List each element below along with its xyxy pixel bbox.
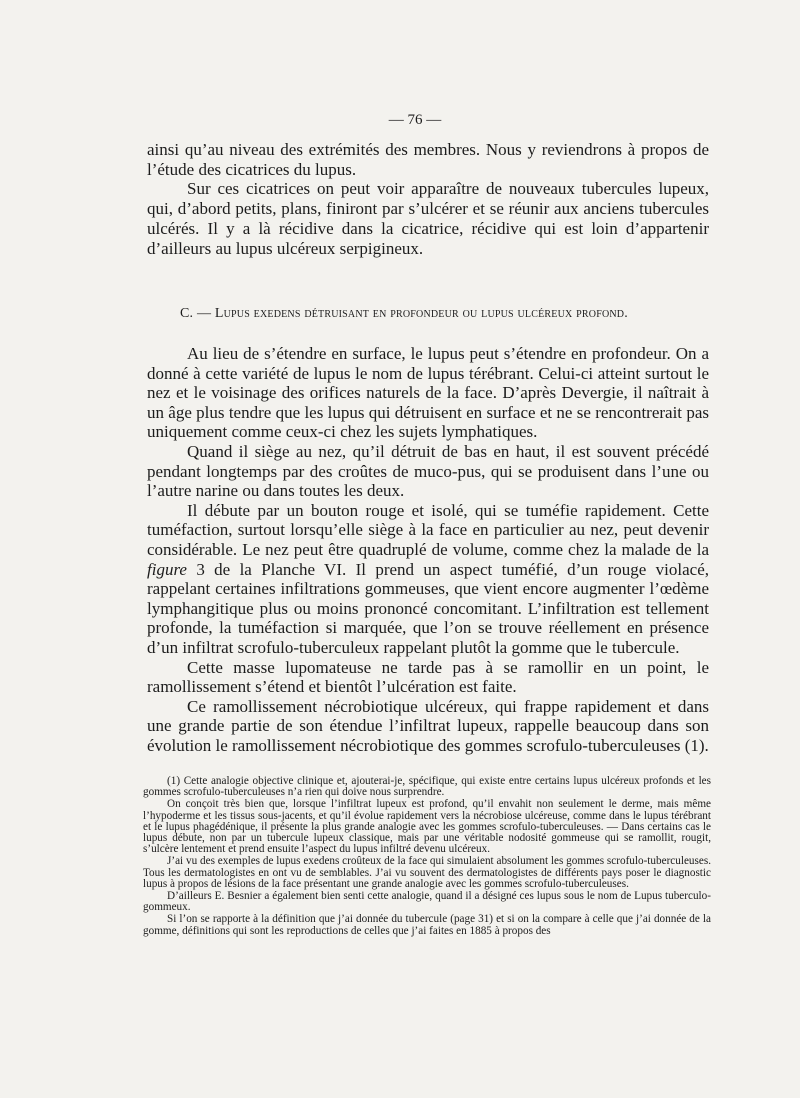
- figure-reference: figure: [147, 559, 187, 579]
- paragraph-part: 3 de la Planche VI. Il prend un aspect tuméfié, d’un rouge violacé, rappelant certaines infiltrations gommeuses, que vient encore augmenter l’œdème lymphangitique plus ou moins prononcé concomitant. L’infiltration est tellement profonde, la tuméfaction si marquée, que l’on se trouve réellement en présence d’un infiltrat scrofulo-tuberculeux rappelant plutôt la gomme que le tubercule.: [147, 559, 709, 657]
- page-number: — 76 —: [388, 112, 442, 128]
- paragraph: Cette masse lupomateuse ne tarde pas à se ramollir en un point, le ramollissement s’étend et bientôt l’ulcération est faite.: [147, 657, 709, 697]
- footnote-separator: [350, 763, 470, 764]
- section-text: [147, 344, 709, 755]
- footnotes: [143, 776, 711, 938]
- paragraph-figure-reference: [147, 501, 709, 658]
- paragraph-part: Il débute par un bouton rouge et isolé, qui se tuméfie rapidement. Cette tuméfaction, surtout lorsqu’elle siège à la face en particulier au nez, peut devenir considérable. Le nez peut être quadruplé de volume, comme chez la malade de la: [147, 500, 709, 559]
- paragraph: Au lieu de s’étendre en surface, le lupus peut s’étendre en profondeur. On a donné à cette variété de lupus le nom de lupus térébrant. Celui-ci atteint surtout le nez et le voisinage des orifices naturels de la face. D’après Devergie, il naîtrait à un âge plus tendre que les lupus qui détruisent en surface et ne se rencontrerait pas uniquement comme ceux-ci chez les sujets lymphatiques.: [147, 344, 709, 442]
- intro-text: [147, 140, 709, 258]
- footnote: On conçoit très bien que, lorsque l’infiltrat lupeux est profond, qu’il envahit non seulement le derme, mais même l’hypoderme et les tissus sous-jacents, et qu’il évolue rapidement vers la nécrobiose ulcéreuse, comme dans le lupus térébrant et le lupus phagédénique, il présente la plus grande analogie avec les gommes scrofulo-tuberculeuses. — Dans certains cas le lupus débute, non par un tubercule lupeux classique, mais par une véritable nodosité gommeuse qui se ramollit, rougit, s’ulcère lentement et prend ensuite l’aspect du lupus infiltré devenu ulcéreux.: [143, 798, 711, 856]
- footnote: Si l’on se rapporte à la définition que j’ai donnée du tubercule (page 31) et si on la compare à celle que j’ai donnée de la gomme, définitions qui sont les reproductions de celles que j’ai faites en 1885 à propos des: [143, 913, 711, 937]
- paragraph: Sur ces cicatrices on peut voir apparaître de nouveaux tubercules lupeux, qui, d’abord petits, plans, finiront par s’ulcérer et se réunir aux anciens tubercules ulcérés. Il y a là récidive dans la cicatrice, récidive qui est loin d’appartenir d’ailleurs au lupus ulcéreux serpigineux.: [147, 179, 709, 258]
- paragraph: Quand il siège au nez, qu’il détruit de bas en haut, il est souvent précédé pendant longtemps par des croûtes de muco-pus, qui se produisent dans l’une ou l’autre narine ou dans toutes les deux.: [147, 441, 709, 501]
- footnote: D’ailleurs E. Besnier a également bien senti cette analogie, quand il a désigné ces lupus sous le nom de Lupus tuberculo-gommeux.: [143, 890, 711, 914]
- footnote: J’ai vu des exemples de lupus exedens croûteux de la face qui simulaient absolument les gommes scrofulo-tuberculeuses. Tous les dermatologistes en ont vu de semblables. J’ai vu souvent des dermatologistes de différents pays poser le diagnostic lupus à propos de lésions de la face présentant une grande analogie avec les gommes scrofulo-tuberculeuses.: [143, 855, 711, 890]
- paragraph: ainsi qu’au niveau des extrémités des membres. Nous y reviendrons à propos de l’étude des cicatrices du lupus.: [147, 140, 709, 179]
- section-heading: [180, 306, 710, 322]
- section-heading-prefix: C. —: [180, 306, 215, 321]
- section-heading-title: Lupus exedens détruisant en profondeur ou lupus ulcéreux profond.: [214, 306, 628, 321]
- paragraph: Ce ramollissement nécrobiotique ulcéreux, qui frappe rapidement et dans une grande partie de son étendue l’infiltrat lupeux, rappelle beaucoup dans son évolution le ramollissement nécrobiotique des gommes scrofulo-tuberculeuses (1).: [147, 696, 709, 755]
- footnote: (1) Cette analogie objective clinique et, ajouterai-je, spécifique, qui existe entre certains lupus ulcéreux profonds et les gommes scrofulo-tuberculeuses n’a rien qui doive nous surprendre.: [143, 775, 711, 799]
